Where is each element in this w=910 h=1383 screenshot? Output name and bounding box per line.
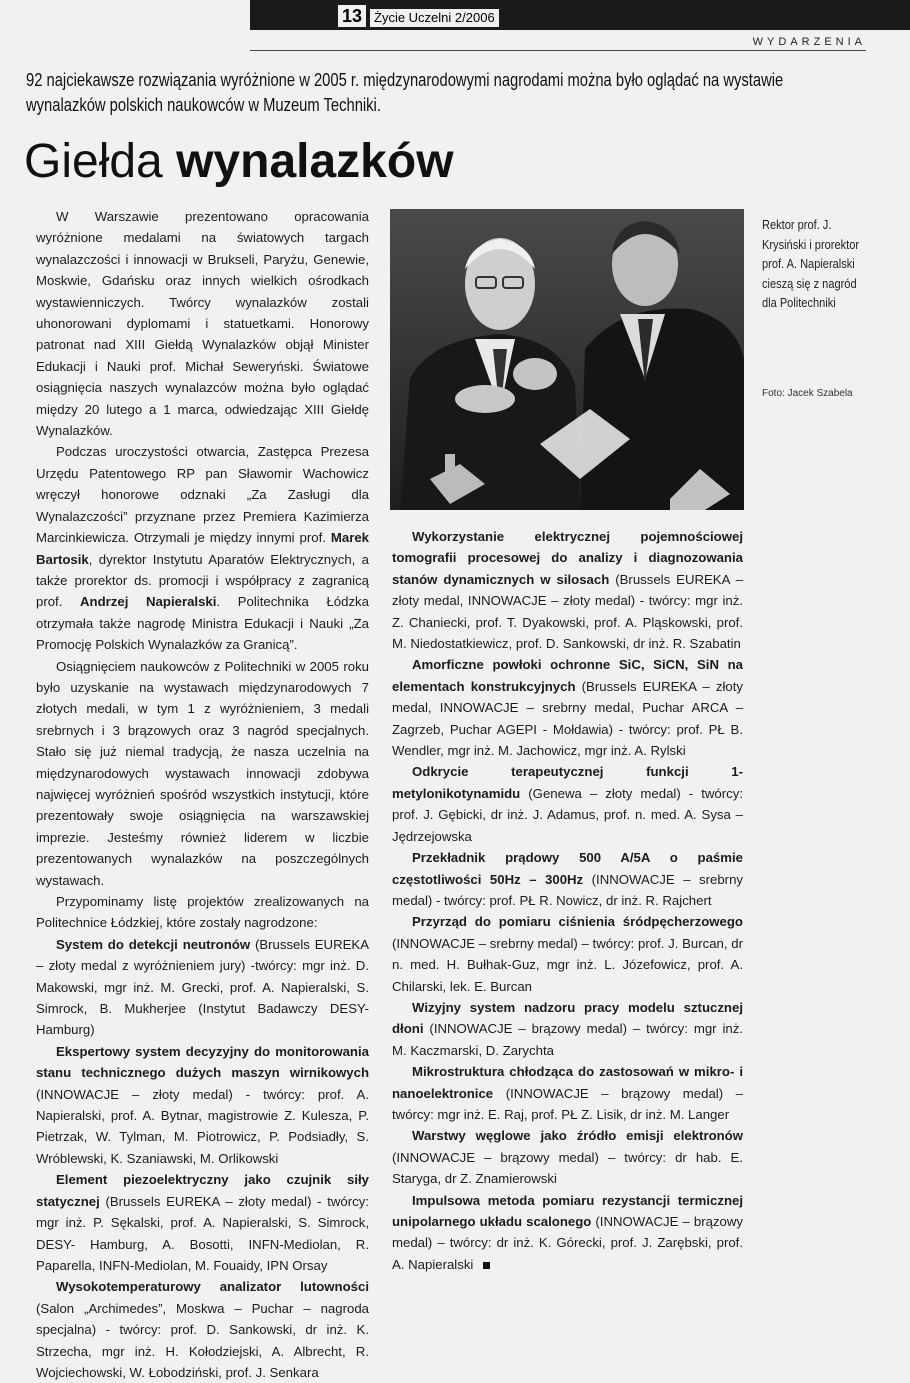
body-paragraph: Przypominamy listę projektów zrealizowanych na Politechnice Łódzkiej, które zostały nagrodzone: — [36, 894, 369, 931]
body-text: , dyrektor Instytutu Aparatów Elektrycznych, a także prorektor ds. promocji i współpracy z zagranicą prof. — [36, 551, 369, 610]
title-light: Giełda — [24, 135, 163, 188]
award-item — [36, 934, 369, 1041]
award-item — [392, 1125, 743, 1189]
photo-illustration — [390, 209, 744, 510]
issue-label: Życie Uczelni 2/2006 — [370, 9, 499, 27]
award-title: System do detekcji neutronów — [56, 936, 251, 952]
end-mark-icon — [483, 1262, 490, 1269]
highlight-name: Marek Bartosik — [36, 530, 369, 567]
award-title: Przekładnik prądowy 500 A/5A o paśmie częstotliwości 50Hz – 300Hz — [392, 850, 743, 887]
award-item — [392, 847, 743, 911]
award-title: Przyrząd do pomiaru ciśnienia śródpęcherzowego — [412, 914, 743, 930]
award-title: Mikrostruktura chłodząca do zastosowań w mikro- i nanoelektronice — [392, 1064, 743, 1101]
award-details: (INNOWACJE – brązowy medal) – twórcy: dr inż. K. Górecki, prof. J. Zarębski, prof. A. Napieralski — [392, 1214, 743, 1272]
body-paragraph — [36, 441, 369, 655]
lead-paragraph: 92 najciekawsze rozwiązania wyróżnione w 2005 r. międzynarodowymi nagrodami można było oglądać na wystawie wynalazków polskich naukowców w Muzeum Techniki. — [26, 70, 784, 115]
award-title: Wysokotemperaturowy analizator lutowności — [56, 1279, 369, 1295]
award-title: Impulsowa metoda pomiaru rezystancji termicznej unipolarnego układu scalonego — [392, 1192, 743, 1229]
photo-caption: Rektor prof. J. Krysiński i prorektor prof. A. Napieralski cieszą się z nagród dla Politechniki — [762, 217, 860, 310]
award-item — [392, 1061, 743, 1125]
header-rule — [250, 50, 866, 51]
page-number: 13 — [338, 5, 366, 27]
award-item — [392, 1190, 743, 1276]
award-title: Wizyjny system nadzoru pracy modelu sztucznej dłoni — [392, 999, 743, 1037]
award-details: (INNOWACJE – srebrny medal) – twórcy: prof. J. Burcan, dr n. med. H. Bułhak-Guz, mgr inż. L. Józefowicz, prof. A. Chilarski, lek. E. Burcan — [392, 935, 743, 994]
award-item — [392, 911, 743, 997]
award-item — [392, 654, 743, 761]
award-details: (INNOWACJE – brązowy medal) – twórcy: dr hab. E. Staryga, dr Z. Znamierowski — [392, 1149, 743, 1187]
award-item — [36, 1276, 369, 1383]
award-title: Odkrycie terapeutycznej funkcji 1-metylonikotynamidu — [392, 764, 743, 801]
award-title: Amorficzne powłoki ochronne SiC, SiCN, SiN na elementach konstrukcyjnych — [392, 657, 743, 694]
award-details: (Genewa – złoty medal) - twórcy: prof. J. Gębicki, dr inż. J. Adamus, prof. n. med. A. Sysa – Jędrzejowska — [392, 785, 743, 844]
award-details: (Brussels EUREKA – złoty medal, INNOWACJE – srebrny medal, Puchar ARCA – Zagrzeb, Puchar AGEPI - Mołdawia) - twórcy: prof. PŁ B. Wendler, mgr inż. M. Jachowicz, mgr inż. A. Rylski — [392, 678, 743, 759]
left-column — [36, 206, 369, 1383]
body-text: . Politechnika Łódzka otrzymała także nagrodę Ministra Edukacji i Nauki „Za Promocję Polskich Wynalazków za Granicą”. — [36, 594, 369, 653]
award-details: (Brussels EUREKA – złoty medal) - twórcy: mgr inż. P. Sękalski, prof. A. Napieralski, S. Simrock, DESY- Hamburg, A. Bosotti, INFN-Mediolan, R. Paparella, INFN-Mediolan, M. Fouaidy, IPN Orsay — [36, 1193, 369, 1273]
award-item — [36, 1041, 369, 1169]
title-bold: wynalazków — [176, 135, 454, 188]
award-details: (Brussels EUREKA – złoty medal z wyróżnieniem jury) -twórcy: mgr inż. D. Makowski, mgr inż. M. Grecki, prof. A. Napieralski, S. Simrock, B. Mukherjee (Instytut Badawczy DESY- Hamburg) — [36, 936, 369, 1038]
award-details: (INNOWACJE – brązowy medal) – twórcy: mgr inż. M. Kaczmarski, D. Zarychta — [392, 1021, 743, 1058]
award-item — [392, 761, 743, 847]
award-title: Element piezoelektryczny jako czujnik siły statycznej — [36, 1172, 369, 1209]
highlight-name: Andrzej Napieralski — [80, 594, 217, 610]
body-text: Podczas uroczystości otwarcia, Zastępca Prezesa Urzędu Patentowego RP pan Sławomir Wachowicz wręczył honorowe odznaki „Za Zasługi dla Wynalazczości” przyznane przez Premiera Kazimierza Marcinkiewicza. Otrzymali je między innymi prof. — [36, 444, 369, 546]
award-item — [36, 1169, 369, 1276]
body-paragraph: Osiągnięciem naukowców z Politechniki w 2005 roku było uzyskanie na wystawach międzynarodowych 7 złotych medali, w tym 1 z wyróżnieniem, 3 medali srebrnych i 3 brązowych oraz 3 nagród specjalnych. Stało się już niemal tradycją, że nasza uczelnia na międzynarodowych wystawach innowacji zdobywa najwięcej wyróżnień spośród wszystkich instytucji, które prezentowały swoje osiągnięcia na warszawskiej imprezie. Jesteśmy również liderem w liczbie prezentowanych wynalazków na poszczególnych wystawach. — [36, 658, 369, 888]
award-title: Wykorzystanie elektrycznej pojemnościowej tomografii procesowej do analizy i diagnozowania stanów dynamicznych w silosach — [392, 529, 743, 587]
award-item — [392, 526, 743, 654]
award-details: (INNOWACJE – złoty medal) - twórcy: prof. A. Napieralski, prof. A. Bytnar, magistrowie Z. Kulesza, P. Pietrzak, W. Tylman, M. Piotrowicz, P. Podsiadły, S. Wróblewski, K. Szaniawski, M. Orlikowski — [36, 1086, 369, 1166]
award-details: (INNOWACJE – brązowy medal) – twórcy: mgr inż. E. Raj, prof. PŁ Z. Lisik, dr inż. M. Langer — [392, 1085, 743, 1122]
section-tag: WYDARZENIA — [752, 36, 866, 48]
body-paragraph: W Warszawie prezentowano opracowania wyróżnione medalami na światowych targach wynalazczości i innowacji w Brukseli, Paryżu, Genewie, Moskwie, Gdańsku oraz innych wielkich ośrodkach wystawienniczych. Twórcy wynalazków zostali uhonorowani dyplomami i statuetkami. Honorowy patronat nad XIII Giełdą Wynalazków objął Minister Edukacji i Nauki prof. Michał Seweryński. Światowe osiągnięcia naszych wynalazców można było oglądać między 20 lutego a 1 marca, odwiedzając XIII Giełdę Wynalazków. — [36, 209, 369, 439]
article-title — [24, 134, 454, 190]
photo — [390, 209, 744, 510]
award-item — [392, 997, 743, 1061]
right-column — [392, 526, 743, 1275]
photo-credit: Foto: Jacek Szabela — [762, 388, 853, 399]
award-details: (INNOWACJE – srebrny medal) - twórcy: prof. PŁ R. Nowicz, dr inż. R. Rajchert — [392, 871, 743, 908]
award-details: (Salon „Archimedes”, Moskwa – Puchar – nagroda specjalna) - twórcy: prof. D. Sankowski, dr inż. K. Strzecha, mgr inż. H. Kołodziejski, A. Albrecht, R. Wojciechowski, W. Łobodziński, prof. J. Senkara — [36, 1300, 369, 1380]
award-title: Ekspertowy system decyzyjny do monitorowania stanu technicznego dużych maszyn wirnikowych — [36, 1043, 369, 1081]
award-title: Warstwy węglowe jako źródło emisji elektronów — [412, 1128, 743, 1144]
award-details: (Brussels EUREKA – złoty medal, INNOWACJE – złoty medal) - twórcy: mgr inż. Z. Chaniecki, prof. T. Dyakowski, prof. A. Pląskowski, prof. M. Niedostatkiewicz, prof. D. Sankowski, dr inż. R. Szabatin — [392, 571, 743, 652]
